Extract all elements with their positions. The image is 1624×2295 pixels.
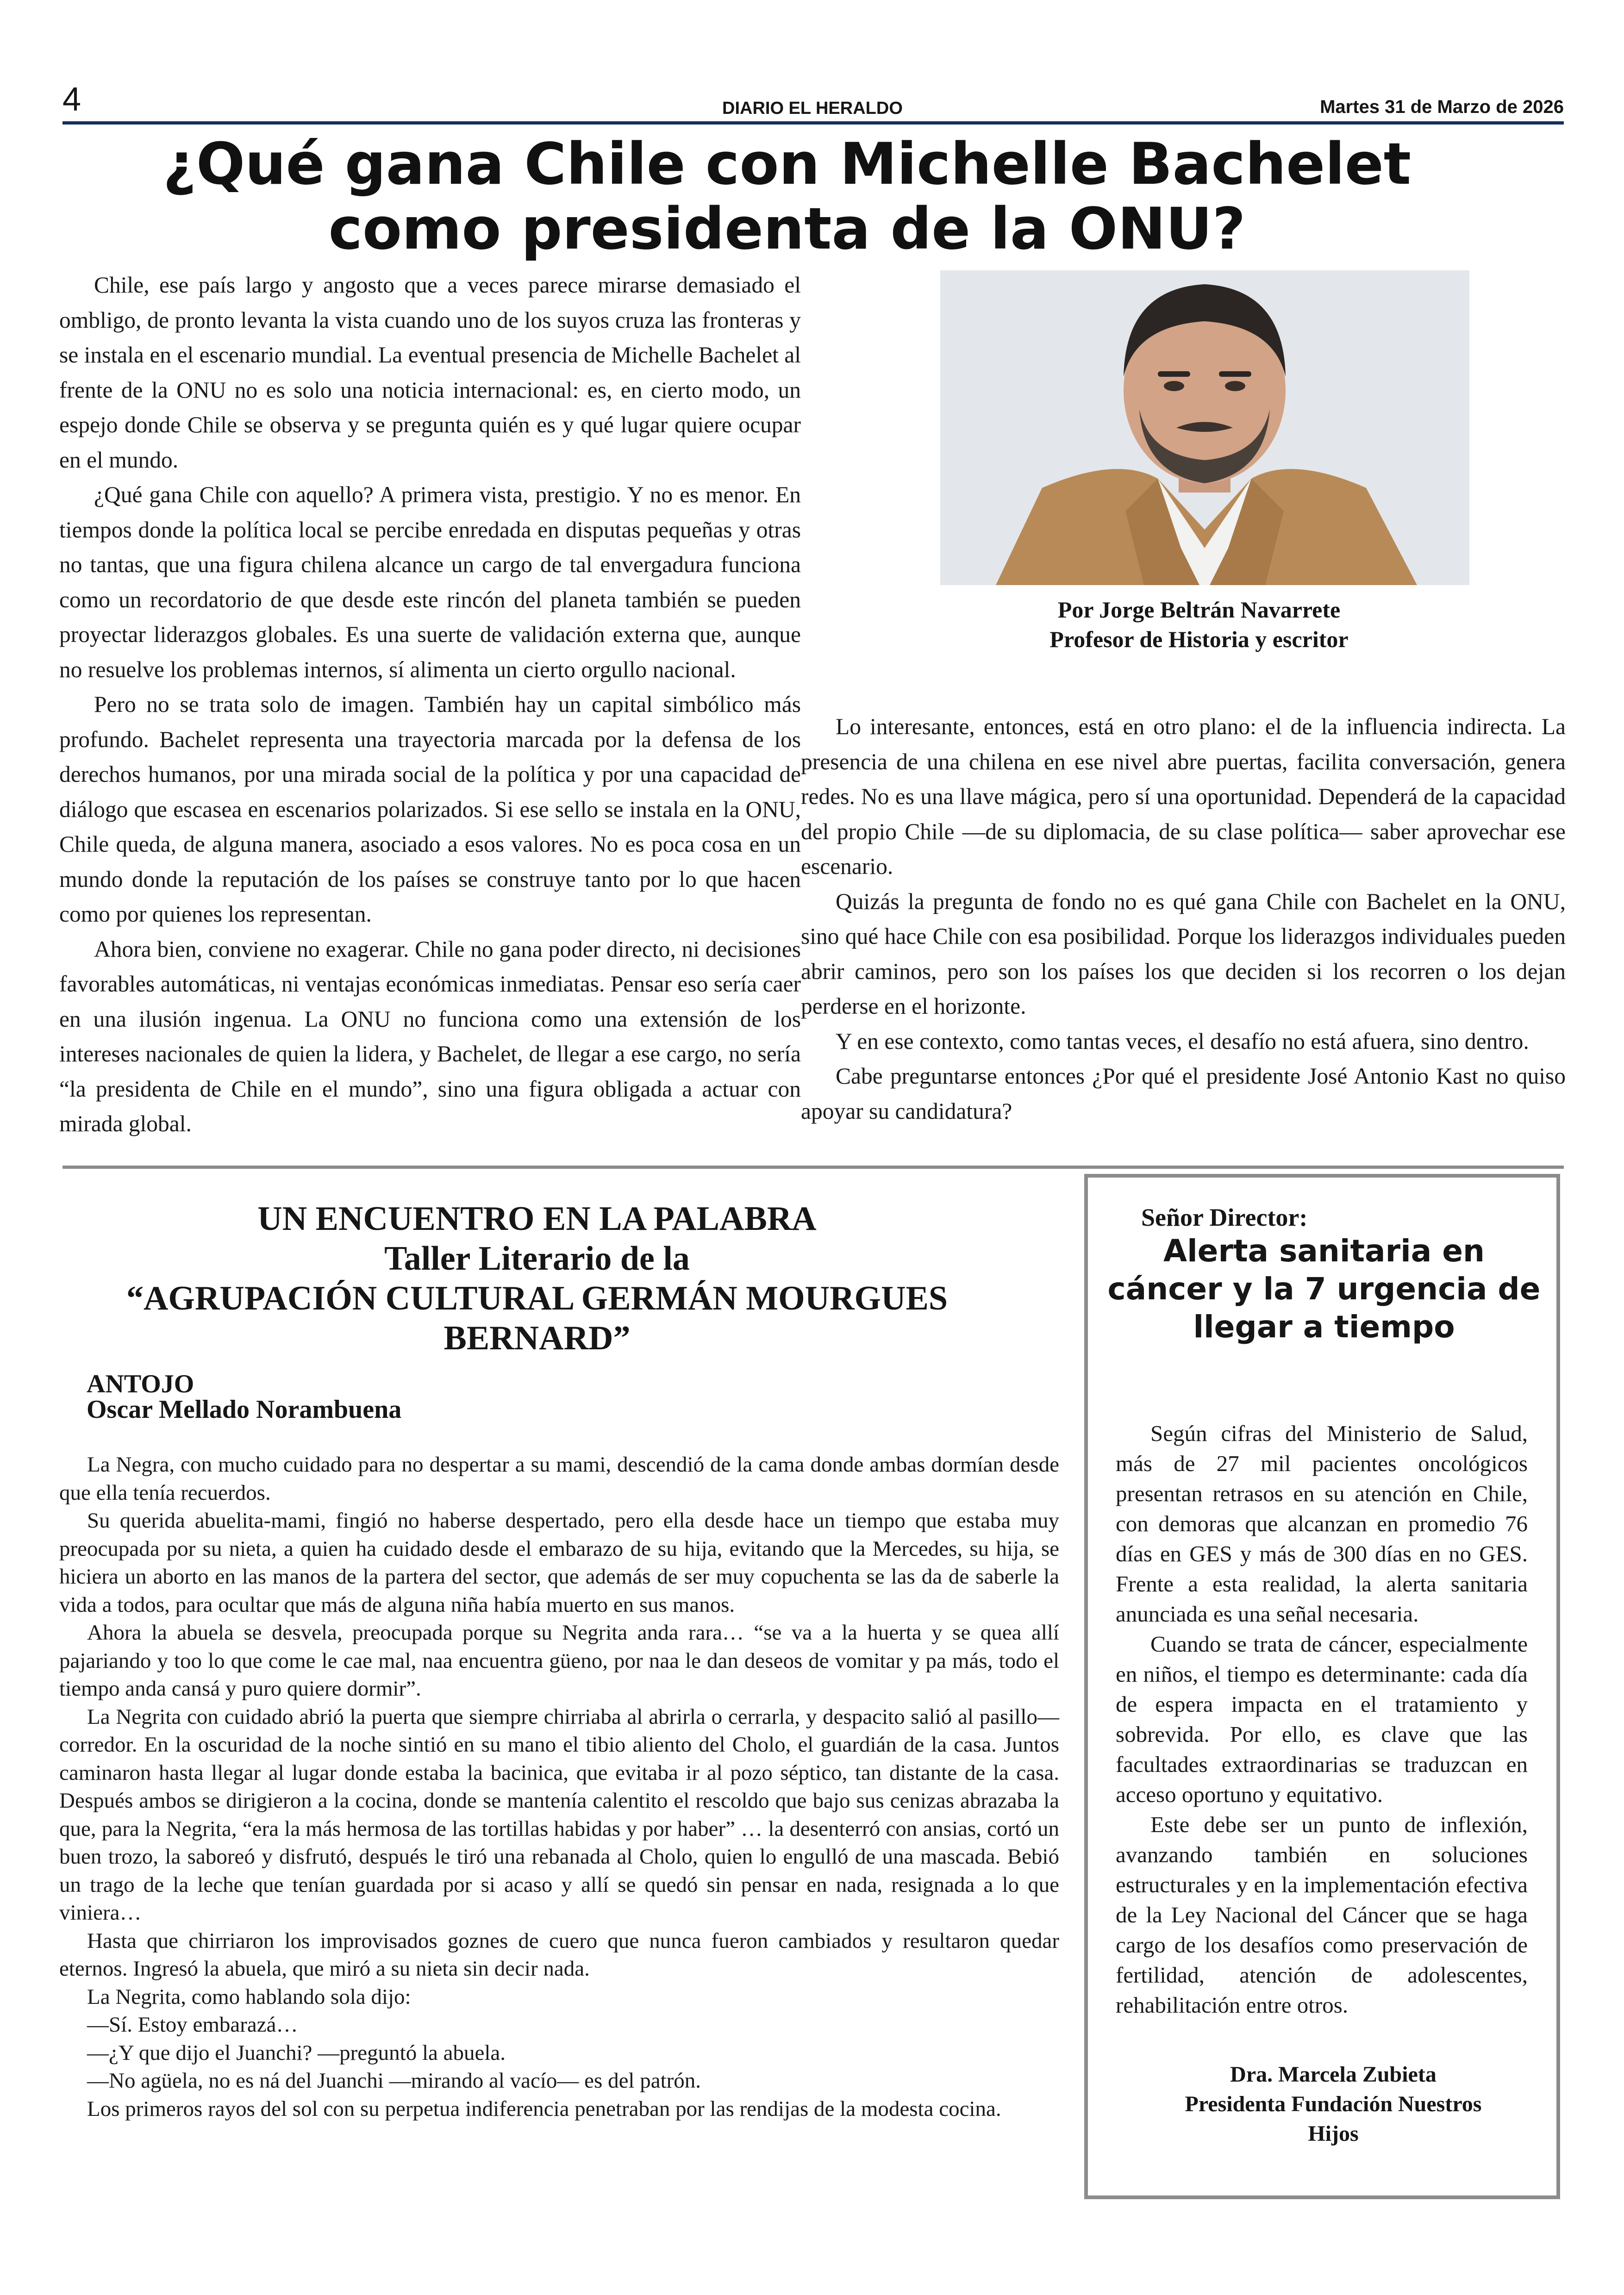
header-rule bbox=[62, 121, 1564, 125]
letter-paragraph-1: Según cifras del Ministerio de Salud, más de 27 mil pacientes oncológicos presentan retrasos en su atención en Chile, con demoras que alcanzan en promedio 76 días en GES y más de 300 días en no GES. Frente a esta realidad, la alerta sanitaria anunciada es una señal necesaria. bbox=[1116, 1421, 1528, 1627]
newspaper-name: DIARIO EL HERALDO bbox=[722, 99, 903, 118]
main-article-left-column bbox=[59, 268, 801, 1141]
letter-body bbox=[1116, 1418, 1528, 2020]
author-name: Por Jorge Beltrán Navarrete bbox=[1057, 597, 1341, 623]
story-paragraph-6: La Negrita, como hablando sola dijo: bbox=[87, 1984, 411, 2009]
story-section-header bbox=[106, 1199, 968, 1358]
letter-greeting: Señor Director: bbox=[1141, 1204, 1308, 1231]
issue-date: Martes 31 de Marzo de 2026 bbox=[1320, 97, 1564, 117]
main-paragraph-4: Ahora bien, conviene no exagerar. Chile no gana poder directo, ni decisiones favorables automáticas, ni ventajas económicas inmediatas. Pensar eso sería caer en una ilusión ingenua. La ONU no funciona como una extensión de los intereses nacionales de quien la lidera, y Bachelet, de llegar a ese cargo, no sería “la presidenta de Chile en el mundo”, sino una figura obligada a actuar con mirada global. bbox=[59, 936, 801, 1136]
main-paragraph-1: Chile, ese país largo y angosto que a veces parece mirarse demasiado el ombligo, de pronto levanta la vista cuando uno de los suyos cruza las fronteras y se instala en el escenario mundial. La eventual presencia de Michelle Bachelet al frente de la ONU no es solo una noticia internacional: es, en cierto modo, un espejo donde Chile se observa y se pregunta quién es y qué lugar quiere ocupar en el mundo. bbox=[59, 272, 801, 473]
main-paragraph-6: Quizás la pregunta de fondo no es qué gana Chile con Bachelet en la ONU, sino qué hace Chile con esa posibilidad. Porque los liderazgos individuales pueden abrir caminos, pero son los países los que deciden si los recorren o los dejan perderse en el horizonte. bbox=[801, 888, 1566, 1019]
story-section-org-end: BERNARD” bbox=[443, 1319, 631, 1357]
story-paragraph-4: La Negrita con cuidado abrió la puerta que siempre chirriaba al abrirla o cerrarla, y despacito salió al pasillo—corredor. En la oscuridad de la noche sintió en su mano el tibio aliento del Cholo, el guardián de la casa. Juntos caminaron hasta llegar al lugar donde estaba la bacinica, que evitaba ir al pozo séptico, tan distante de la casa. Después ambos se dirigieron a la cocina, donde se mantenía calentito el rescoldo que bajo sus cenizas abrazaba la que, para la Negrita, “era la más hermosa de las tortillas habidas y por haber” … la desenterró con ansias, cortó un buen trozo, la saboreó y disfrutó, después le tiró una rebanada al Cholo, quien lo engulló de una mascada. Bebió un trago de la leche que tenían guardada por si acaso y allí se quedó sin pensar en nada, resignada a lo que viniera… bbox=[59, 1704, 1059, 1925]
story-body bbox=[59, 1451, 1059, 2123]
story-paragraph-2: Su querida abuelita-mami, fingió no haberse despertado, pero ella desde hace un tiempo que estaba muy preocupada por su nieta, a quien ha cuidado desde el embarazo de su hija, evitando que la Mercedes, su hija, se hiciera un aborto en las manos de la partera del sector, que además de ser muy copuchenta se las da de saberle la vida a todos, para ocultar que más de alguna niña había muerto en sus manos. bbox=[59, 1509, 1059, 1617]
letter-signature bbox=[1111, 2060, 1555, 2149]
story-paragraph-final: Los primeros rayos del sol con su perpetua indiferencia penetraban por las rendijas de la modesta cocina. bbox=[87, 2096, 1001, 2121]
main-paragraph-3: Pero no se trata solo de imagen. También hay un capital simbólico más profundo. Bachelet representa una trayectoria marcada por la defensa de los derechos humanos, por una mirada social de la política y por una capacidad de diálogo que escasea en escenarios polarizados. Si ese sello se instala en la ONU, Chile queda, de alguna manera, asociado a esos valores. No es poca cosa en un mundo donde la reputación de los países se construye tanto por lo que hacen como por quienes los representan. bbox=[59, 692, 801, 927]
story-dialogue-2: —¿Y que dijo el Juanchi? —preguntó la abuela. bbox=[87, 2040, 506, 2065]
story-paragraph-5: Hasta que chirriaron los improvisados goznes de cuero que nunca fueron cambiados y resultaron quedar eternos. Ingresó la abuela, que miró a su nieta sin decir nada. bbox=[59, 1928, 1059, 1981]
author-portrait-illustration bbox=[940, 270, 1469, 585]
main-paragraph-8: Cabe preguntarse entonces ¿Por qué el presidente José Antonio Kast no quiso apoyar su candidatura? bbox=[801, 1063, 1566, 1124]
section-divider bbox=[62, 1166, 1564, 1169]
author-role: Profesor de Historia y escritor bbox=[1049, 626, 1349, 652]
letter-signature-role-end: Hijos bbox=[1308, 2121, 1359, 2146]
main-paragraph-7: Y en ese contexto, como tantas veces, el desafío no está afuera, sino dentro. bbox=[836, 1028, 1529, 1054]
letter-headline: Alerta sanitaria en cáncer y la 7 urgencia de llegar a tiempo bbox=[1107, 1233, 1541, 1345]
story-dialogue-3: —No agüela, no es ná del Juanchi —mirando al vacío— es del patrón. bbox=[87, 2069, 701, 2093]
story-title: ANTOJO bbox=[87, 1370, 194, 1398]
story-dialogue-1: —Sí. Estoy embarazá… bbox=[87, 2013, 298, 2037]
story-author: Oscar Mellado Norambuena bbox=[87, 1395, 402, 1424]
story-paragraph-1: La Negra, con mucho cuidado para no despertar a su mami, descendió de la cama donde ambas dormían desde que ella tenía recuerdos. bbox=[59, 1453, 1059, 1505]
letter-paragraph-3: Este debe ser un punto de inflexión, avanzando también en soluciones estructurales y en la implementación efectiva de la Ley Nacional del Cáncer que se haga cargo de los desafíos como preservación de fertilidad, atención de adolescentes, rehabilitación entre otros. bbox=[1116, 1812, 1528, 2018]
main-paragraph-5: Lo interesante, entonces, está en otro plano: el de la influencia indirecta. La presencia de una chilena en ese nivel abre puertas, facilita conversación, genera redes. No es una llave mágica, pero sí una oportunidad. Dependerá de la capacidad del propio Chile —de su diplomacia, de su clase política— saber aprovechar ese escenario. bbox=[801, 714, 1566, 879]
story-section-org: “AGRUPACIÓN CULTURAL GERMÁN MOURGUES bbox=[126, 1279, 948, 1317]
story-section-subtitle: Taller Literario de la bbox=[384, 1240, 690, 1278]
letter-paragraph-2: Cuando se trata de cáncer, especialmente en niños, el tiempo es determinante: cada día de espera impacta en el tratamiento y sobrevida. Por ello, es clave que las facultades extraordinarias se traduzcan en acceso oportuno y equitativo. bbox=[1116, 1631, 1528, 1807]
story-paragraph-3: Ahora la abuela se desvela, preocupada porque su Negrita anda rara… “se va a la huerta y se quea allí pajariando y too lo que come le cae mal, naa encuentra güeno, por naa le dan deseos de vomitar y pa más, todo el tiempo anda cansá y puro quiere dormir”. bbox=[59, 1621, 1059, 1701]
main-headline: ¿Qué gana Chile con Michelle Bachelet como presidenta de la ONU? bbox=[162, 131, 1412, 262]
story-section-title: UN ENCUENTRO EN LA PALABRA bbox=[257, 1200, 817, 1238]
letter-signature-name: Dra. Marcela Zubieta bbox=[1230, 2062, 1437, 2087]
main-paragraph-2: ¿Qué gana Chile con aquello? A primera vista, prestigio. Y no es menor. En tiempos donde la política local se percibe enredada en disputas pequeñas y otras no tantas, que una figura chilena alcance un cargo de tal envergadura funciona como un recordatorio de que desde este rincón del planeta también se pueden proyectar liderazgos globales. Es una suerte de validación externa que, aunque no resuelve los problemas internos, sí alimenta un cierto orgullo nacional. bbox=[59, 482, 801, 682]
letter-signature-role: Presidenta Fundación Nuestros bbox=[1185, 2092, 1482, 2116]
author-caption bbox=[829, 595, 1569, 654]
main-article-right-column bbox=[801, 709, 1566, 1129]
page-number: 4 bbox=[62, 81, 81, 118]
author-photo bbox=[940, 270, 1469, 585]
